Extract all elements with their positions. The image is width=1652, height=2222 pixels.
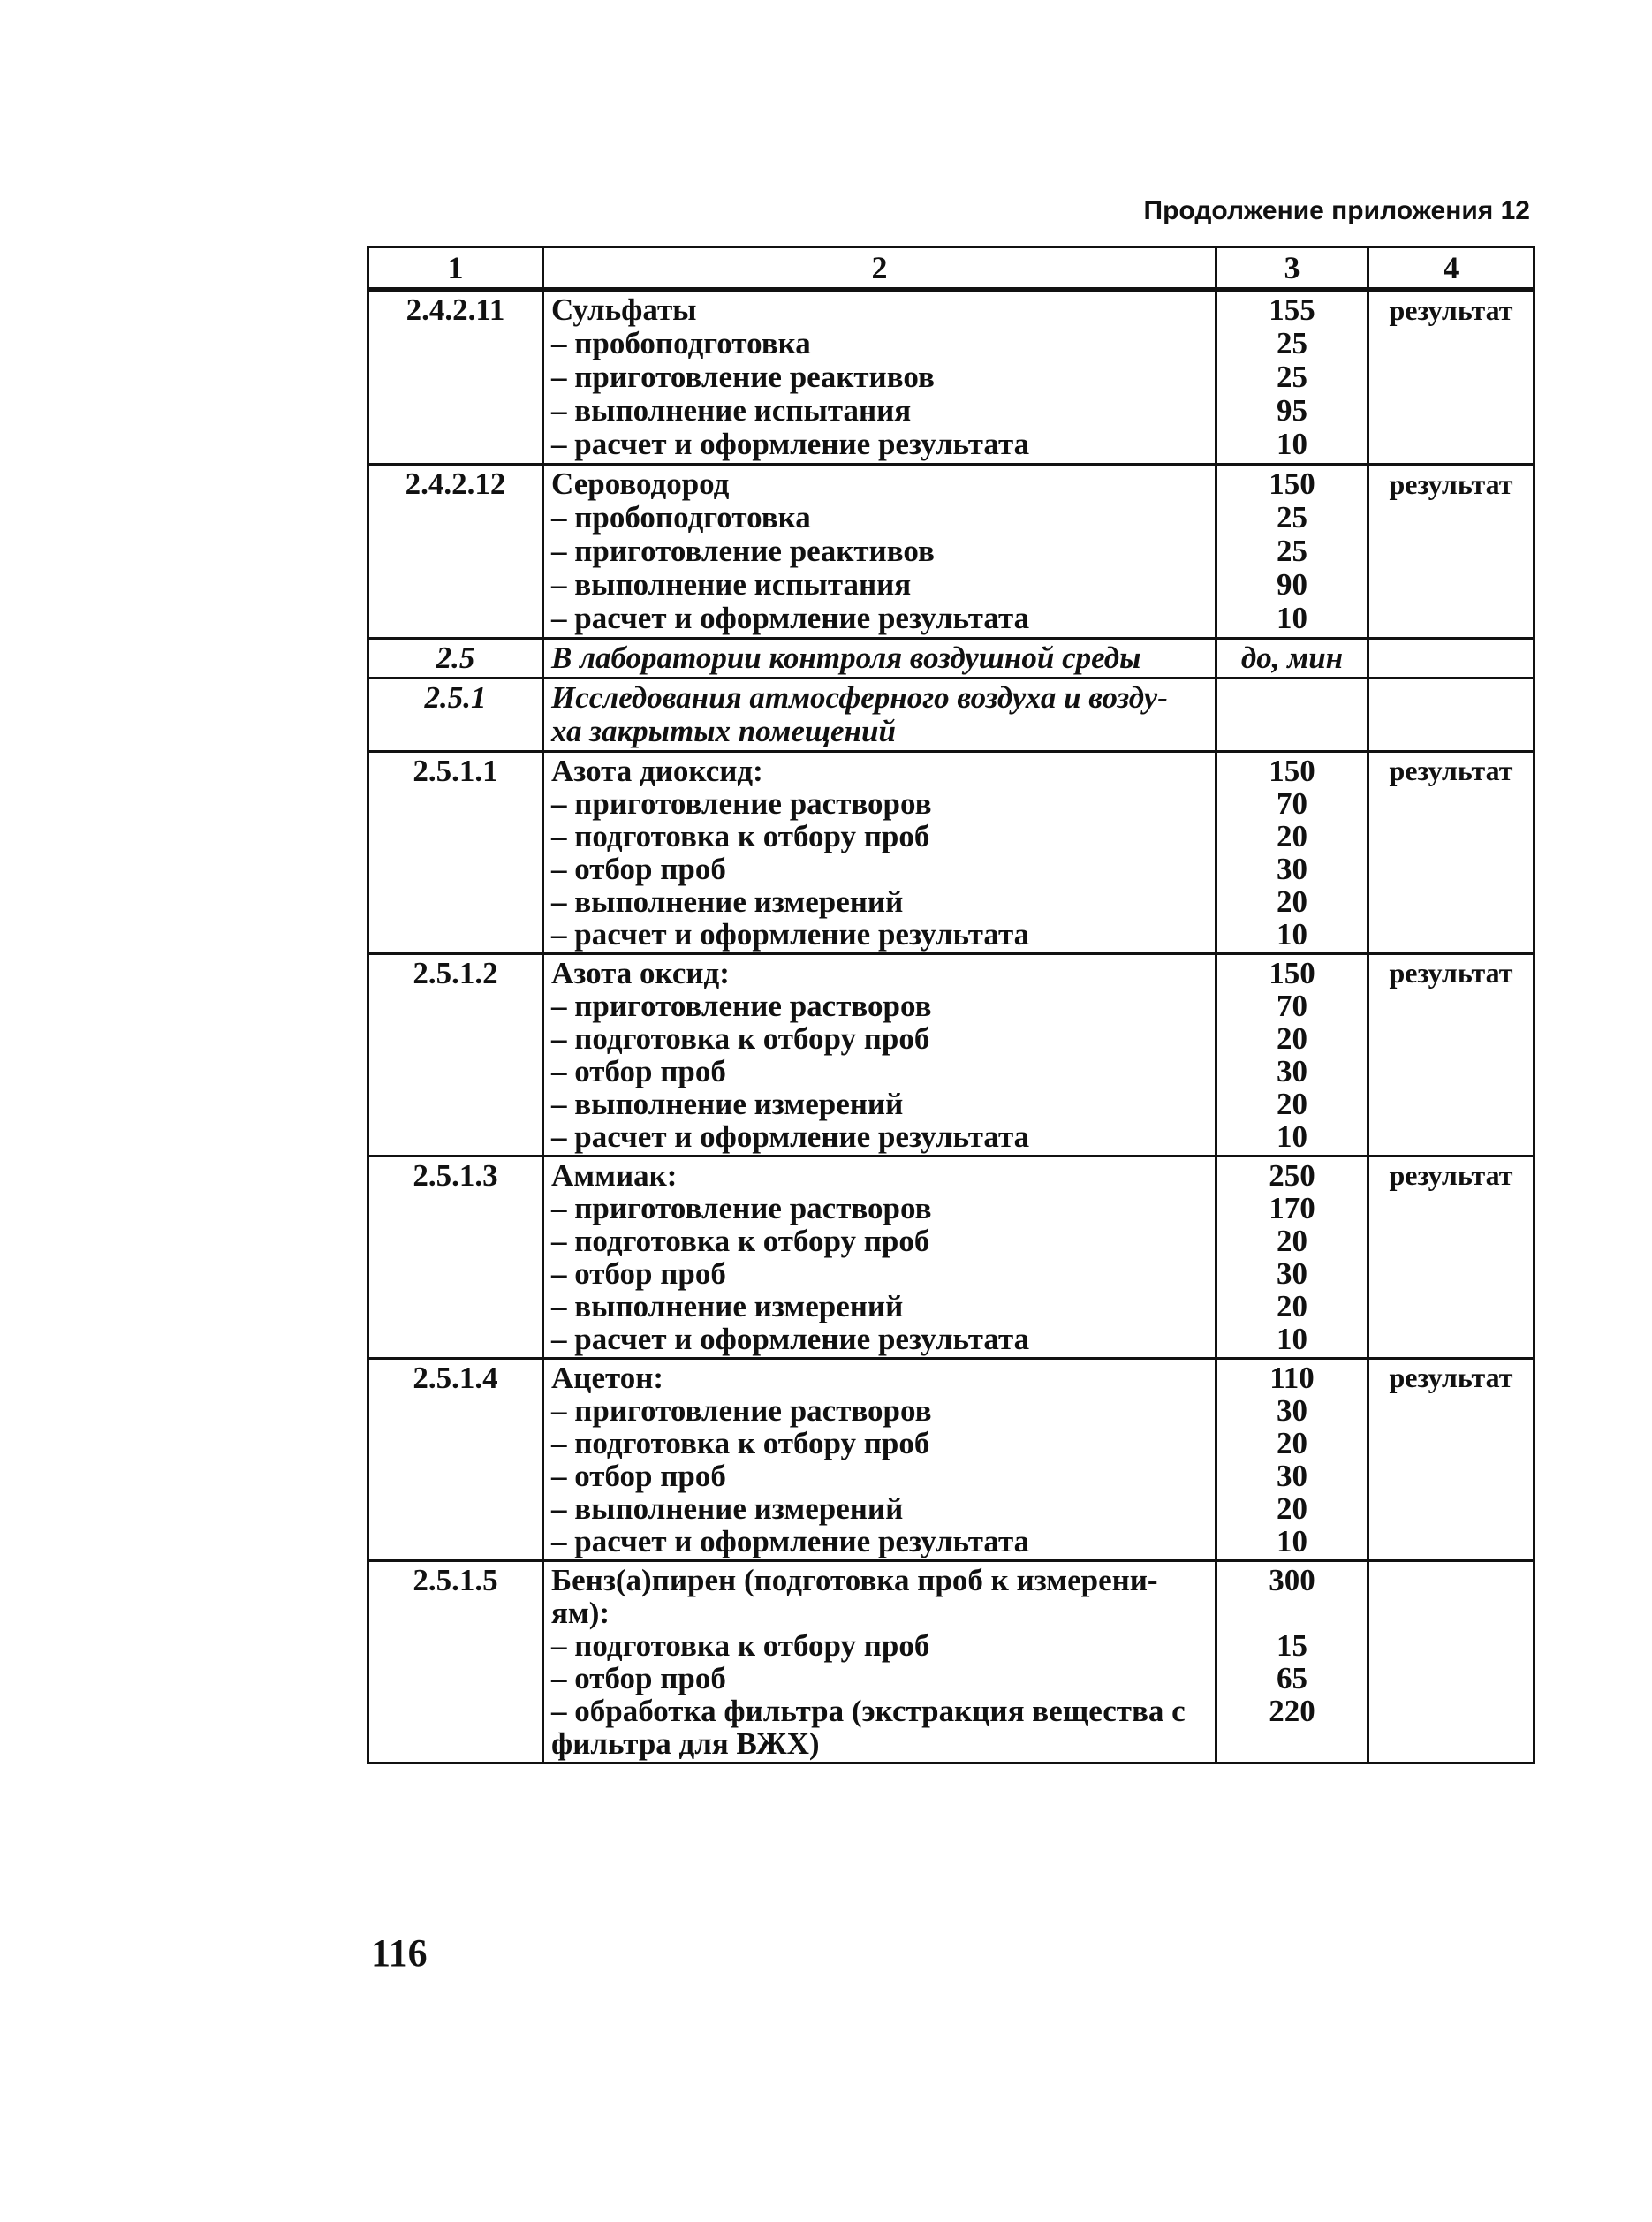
row-code: 2.5.1.5 <box>368 1561 543 1763</box>
description-line: – пробоподготовка <box>551 500 811 535</box>
row-code: 2.5.1.2 <box>368 954 543 1157</box>
row-result <box>1368 679 1535 752</box>
row-description <box>543 639 1216 679</box>
table-row <box>368 1561 1535 1763</box>
duration-value: 20 <box>1277 1426 1307 1460</box>
duration-value: 155 <box>1269 292 1315 327</box>
row-result: результат <box>1368 1359 1535 1561</box>
duration-value: 20 <box>1277 819 1307 853</box>
description-line: – подготовка к отбору проб <box>551 1628 930 1663</box>
duration-value: 30 <box>1277 852 1307 886</box>
description-line: Азота диоксид: <box>551 754 763 788</box>
row-description <box>543 290 1216 465</box>
description-line: – расчет и оформление результата <box>551 427 1030 461</box>
row-duration <box>1216 752 1368 954</box>
table-row <box>368 1359 1535 1561</box>
table-header-row <box>368 247 1535 290</box>
table-row <box>368 954 1535 1157</box>
description-line: Сульфаты <box>551 292 697 327</box>
row-duration <box>1216 1359 1368 1561</box>
row-duration <box>1216 639 1368 679</box>
table-body <box>368 290 1535 1763</box>
norms-table <box>367 246 1535 1764</box>
description-line: – расчет и оформление результата <box>551 1524 1030 1558</box>
description-line: фильтра для ВЖХ) <box>551 1726 820 1761</box>
description-line: Бенз(а)пирен (подготовка проб к измерени- <box>551 1563 1158 1597</box>
table-row <box>368 1157 1535 1359</box>
row-result: результат <box>1368 1157 1535 1359</box>
row-description <box>543 465 1216 639</box>
duration-value: 220 <box>1269 1694 1315 1728</box>
row-result: результат <box>1368 752 1535 954</box>
row-duration <box>1216 1561 1368 1763</box>
duration-value: 20 <box>1277 1491 1307 1526</box>
description-line: – приготовление растворов <box>551 989 932 1023</box>
duration-value: 30 <box>1277 1459 1307 1493</box>
duration-value: 250 <box>1269 1158 1315 1193</box>
duration-value: 150 <box>1269 754 1315 788</box>
description-line: – приготовление реактивов <box>551 360 935 394</box>
description-line: – приготовление растворов <box>551 786 932 821</box>
row-duration <box>1216 954 1368 1157</box>
description-line: – выполнение измерений <box>551 1491 904 1526</box>
description-line: – подготовка к отбору проб <box>551 1224 930 1258</box>
duration-value: 25 <box>1277 360 1307 394</box>
duration-value: 10 <box>1277 427 1307 461</box>
duration-value: 10 <box>1277 1119 1307 1154</box>
description-line: – приготовление растворов <box>551 1191 932 1225</box>
row-description <box>543 1359 1216 1561</box>
description-line: – подготовка к отбору проб <box>551 819 930 853</box>
table-row <box>368 639 1535 679</box>
row-result <box>1368 639 1535 679</box>
row-description <box>543 954 1216 1157</box>
row-duration <box>1216 1157 1368 1359</box>
duration-value: 20 <box>1277 1021 1307 1056</box>
duration-value: 20 <box>1277 884 1307 919</box>
description-line: – выполнение измерений <box>551 1087 904 1121</box>
description-line: – подготовка к отбору проб <box>551 1426 930 1460</box>
table-row <box>368 290 1535 465</box>
column-header-3: 3 <box>1216 247 1368 290</box>
row-code: 2.5.1.4 <box>368 1359 543 1561</box>
duration-value: 150 <box>1269 466 1315 501</box>
description-line: – отбор проб <box>551 1459 726 1493</box>
row-code: 2.5.1.1 <box>368 752 543 954</box>
duration-value: 30 <box>1277 1256 1307 1291</box>
duration-value: 70 <box>1277 989 1307 1023</box>
duration-value: 10 <box>1277 1322 1307 1356</box>
row-description <box>543 752 1216 954</box>
description-line: – отбор проб <box>551 1256 726 1291</box>
row-result: результат <box>1368 954 1535 1157</box>
description-line: – подготовка к отбору проб <box>551 1021 930 1056</box>
duration-value: 300 <box>1269 1563 1315 1597</box>
description-line: Ацетон: <box>551 1361 664 1395</box>
duration-value: 20 <box>1277 1087 1307 1121</box>
description-line: – выполнение испытания <box>551 567 912 602</box>
description-line: – расчет и оформление результата <box>551 1119 1030 1154</box>
description-line: – пробоподготовка <box>551 326 811 360</box>
description-line: – отбор проб <box>551 1054 726 1088</box>
duration-value: 70 <box>1277 786 1307 821</box>
description-line: Азота оксид: <box>551 956 730 990</box>
description-line: – обработка фильтра (экстракция вещества с <box>551 1694 1186 1728</box>
duration-value: 10 <box>1277 1524 1307 1558</box>
table-row <box>368 679 1535 752</box>
description-line: – расчет и оформление результата <box>551 1322 1030 1356</box>
duration-value <box>1224 1727 1360 1760</box>
row-duration <box>1216 465 1368 639</box>
row-code: 2.4.2.11 <box>368 290 543 465</box>
description-line: В лаборатории контроля воздушной среды <box>551 641 1141 675</box>
description-line: – расчет и оформление результата <box>551 601 1030 635</box>
table-caption: Продолжение приложения 12 <box>1143 196 1530 225</box>
description-line: Аммиак: <box>551 1158 678 1193</box>
row-description <box>543 1157 1216 1359</box>
page-number: 116 <box>371 1931 428 1975</box>
duration-value: 65 <box>1277 1661 1307 1695</box>
row-code: 2.5 <box>368 639 543 679</box>
duration-value: 170 <box>1269 1191 1315 1225</box>
row-duration <box>1216 679 1368 752</box>
duration-value: 90 <box>1277 567 1307 602</box>
duration-value: 20 <box>1277 1289 1307 1323</box>
duration-value: 20 <box>1277 1224 1307 1258</box>
description-line: – расчет и оформление результата <box>551 917 1030 952</box>
row-result <box>1368 1561 1535 1763</box>
description-line: – отбор проб <box>551 852 726 886</box>
row-code: 2.5.1.3 <box>368 1157 543 1359</box>
row-code: 2.4.2.12 <box>368 465 543 639</box>
row-result: результат <box>1368 465 1535 639</box>
duration-value: 10 <box>1277 917 1307 952</box>
duration-value: 95 <box>1277 393 1307 428</box>
duration-value: 15 <box>1277 1628 1307 1663</box>
duration-value: 25 <box>1277 500 1307 535</box>
description-line: Сероводород <box>551 466 730 501</box>
column-header-4: 4 <box>1368 247 1535 290</box>
duration-value: до, мин <box>1240 641 1344 675</box>
duration-value: 10 <box>1277 601 1307 635</box>
description-line: – выполнение измерений <box>551 1289 904 1323</box>
row-description <box>543 1561 1216 1763</box>
description-line: – отбор проб <box>551 1661 726 1695</box>
duration-value: 30 <box>1277 1054 1307 1088</box>
table-row <box>368 752 1535 954</box>
duration-value: 110 <box>1269 1361 1315 1395</box>
duration-value <box>1224 1596 1360 1629</box>
column-header-2: 2 <box>543 247 1216 290</box>
description-line: ям): <box>551 1596 610 1630</box>
row-result: результат <box>1368 290 1535 465</box>
description-line: – приготовление реактивов <box>551 534 935 568</box>
duration-value: 25 <box>1277 534 1307 568</box>
table-row <box>368 465 1535 639</box>
duration-value: 25 <box>1277 326 1307 360</box>
duration-value: 150 <box>1269 956 1315 990</box>
row-description <box>543 679 1216 752</box>
description-line: ха закрытых помещений <box>551 714 896 748</box>
description-line: Исследования атмосферного воздуха и возду- <box>551 680 1168 715</box>
description-line: – выполнение испытания <box>551 393 912 428</box>
row-duration <box>1216 290 1368 465</box>
column-header-1: 1 <box>368 247 543 290</box>
description-line: – выполнение измерений <box>551 884 904 919</box>
row-code: 2.5.1 <box>368 679 543 752</box>
duration-value: 30 <box>1277 1393 1307 1428</box>
description-line: – приготовление растворов <box>551 1393 932 1428</box>
